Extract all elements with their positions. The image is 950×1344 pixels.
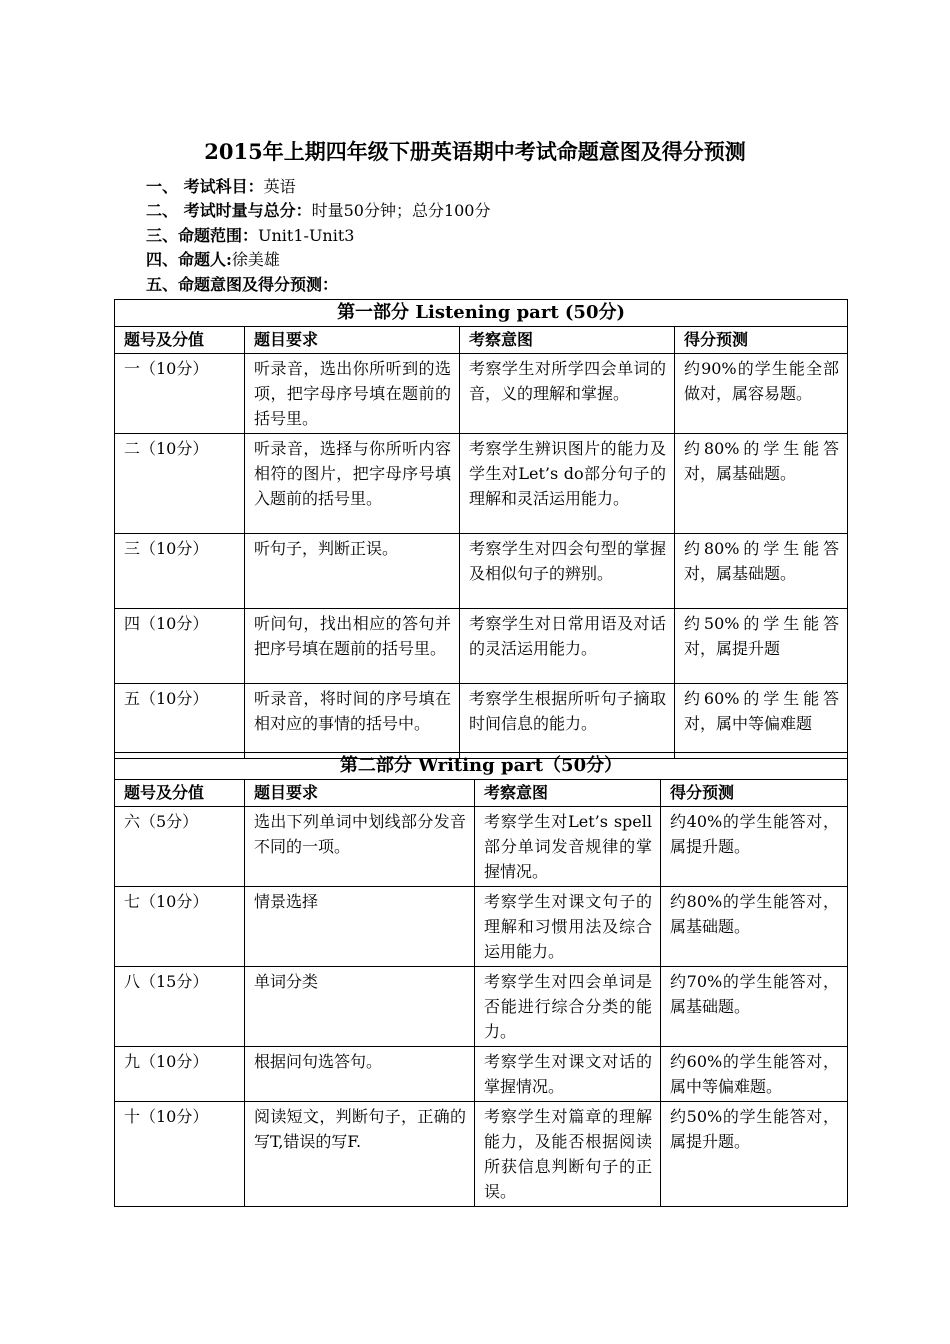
table-row bbox=[115, 967, 848, 1047]
table-row bbox=[115, 887, 848, 967]
table-row bbox=[115, 1047, 848, 1102]
table-cell: 十（10分） bbox=[115, 1102, 245, 1207]
info-duration: 二、 考试时量与总分：时量50分钟；总分100分 bbox=[146, 201, 491, 220]
table-row bbox=[115, 354, 848, 434]
table-cell: 考察学生对篇章的理解能力，及能否根据阅读所获信息判断句子的正误。 bbox=[475, 1102, 661, 1207]
table-cell: 考察意图 bbox=[460, 327, 675, 354]
table-cell: 题目要求 bbox=[245, 327, 460, 354]
info-author: 四、命题人:徐美雄 bbox=[146, 250, 280, 269]
listening-section-title: 第一部分 Listening part (50分) bbox=[115, 300, 848, 327]
table-cell: 考察学生对课文句子的理解和习惯用法及综合运用能力。 bbox=[475, 887, 661, 967]
table-cell: 约80%的学生能答对，属基础题。 bbox=[675, 434, 848, 534]
table-cell: 七（10分） bbox=[115, 887, 245, 967]
table-cell: 考察学生对Let’s spell部分单词发音规律的掌握情况。 bbox=[475, 807, 661, 887]
table-row bbox=[115, 609, 848, 684]
table-cell: 约50%的学生能答对，属提升题 bbox=[675, 609, 848, 684]
table-cell: 阅读短文，判断句子，正确的写T,错误的写F. bbox=[245, 1102, 475, 1207]
table-cell: 题号及分值 bbox=[115, 327, 245, 354]
table-cell: 考察学生根据所听句子摘取时间信息的能力。 bbox=[460, 684, 675, 759]
table-cell: 听问句，找出相应的答句并把序号填在题前的括号里。 bbox=[245, 609, 460, 684]
table-row bbox=[115, 807, 848, 887]
table-cell: 六（5分） bbox=[115, 807, 245, 887]
table-cell: 约60%的学生能答对，属中等偏难题。 bbox=[661, 1047, 848, 1102]
table-cell: 八（15分） bbox=[115, 967, 245, 1047]
document-title: 2015年上期四年级下册英语期中考试命题意图及得分预测 bbox=[204, 139, 746, 164]
table-row bbox=[115, 684, 848, 759]
table-cell: 五（10分） bbox=[115, 684, 245, 759]
table-cell: 约80%的学生能答对，属基础题。 bbox=[661, 887, 848, 967]
listening-table bbox=[114, 299, 848, 759]
table-cell: 三（10分） bbox=[115, 534, 245, 609]
table-cell: 二（10分） bbox=[115, 434, 245, 534]
table-cell: 听录音，将时间的序号填在相对应的事情的括号中。 bbox=[245, 684, 460, 759]
info-scope: 三、命题范围：Unit1-Unit3 bbox=[146, 226, 355, 245]
table-cell: 听句子，判断正误。 bbox=[245, 534, 460, 609]
table-header bbox=[115, 327, 848, 354]
table-cell: 九（10分） bbox=[115, 1047, 245, 1102]
table-cell: 约90%的学生能全部做对，属容易题。 bbox=[675, 354, 848, 434]
table-cell: 约50%的学生能答对，属提升题。 bbox=[661, 1102, 848, 1207]
table-cell: 考察学生对日常用语及对话的灵活运用能力。 bbox=[460, 609, 675, 684]
table-cell: 得分预测 bbox=[661, 780, 848, 807]
table-cell: 一（10分） bbox=[115, 354, 245, 434]
table-row bbox=[115, 1102, 848, 1207]
table-header bbox=[115, 780, 848, 807]
table-row bbox=[115, 434, 848, 534]
table-cell: 得分预测 bbox=[675, 327, 848, 354]
table-cell: 情景选择 bbox=[245, 887, 475, 967]
table-cell: 根据问句选答句。 bbox=[245, 1047, 475, 1102]
table-cell: 约70%的学生能答对，属基础题。 bbox=[661, 967, 848, 1047]
table-cell: 考察学生对所学四会单词的音，义的理解和掌握。 bbox=[460, 354, 675, 434]
table-cell: 考察学生对四会单词是否能进行综合分类的能力。 bbox=[475, 967, 661, 1047]
table-cell: 考察学生对课文对话的掌握情况。 bbox=[475, 1047, 661, 1102]
info-subject: 一、 考试科目：英语 bbox=[146, 177, 296, 196]
info-intent-heading: 五、命题意图及得分预测： bbox=[146, 275, 339, 294]
table-cell: 单词分类 bbox=[245, 967, 475, 1047]
writing-table bbox=[114, 752, 848, 1207]
table-cell: 约40%的学生能答对，属提升题。 bbox=[661, 807, 848, 887]
table-cell: 题号及分值 bbox=[115, 780, 245, 807]
table-row bbox=[115, 534, 848, 609]
table-cell: 考察学生辨识图片的能力及学生对Let’s do部分句子的理解和灵活运用能力。 bbox=[460, 434, 675, 534]
table-cell: 约60%的学生能答对，属中等偏难题 bbox=[675, 684, 848, 759]
table-cell: 听录音，选择与你所听内容相符的图片，把字母序号填入题前的括号里。 bbox=[245, 434, 460, 534]
table-cell: 听录音，选出你所听到的选项，把字母序号填在题前的括号里。 bbox=[245, 354, 460, 434]
writing-section-title: 第二部分 Writing part（50分） bbox=[115, 753, 848, 780]
table-cell: 四（10分） bbox=[115, 609, 245, 684]
table-cell: 考察学生对四会句型的掌握及相似句子的辨别。 bbox=[460, 534, 675, 609]
table-cell: 选出下列单词中划线部分发音不同的一项。 bbox=[245, 807, 475, 887]
table-cell: 约80%的学生能答对，属基础题。 bbox=[675, 534, 848, 609]
table-cell: 考察意图 bbox=[475, 780, 661, 807]
table-cell: 题目要求 bbox=[245, 780, 475, 807]
